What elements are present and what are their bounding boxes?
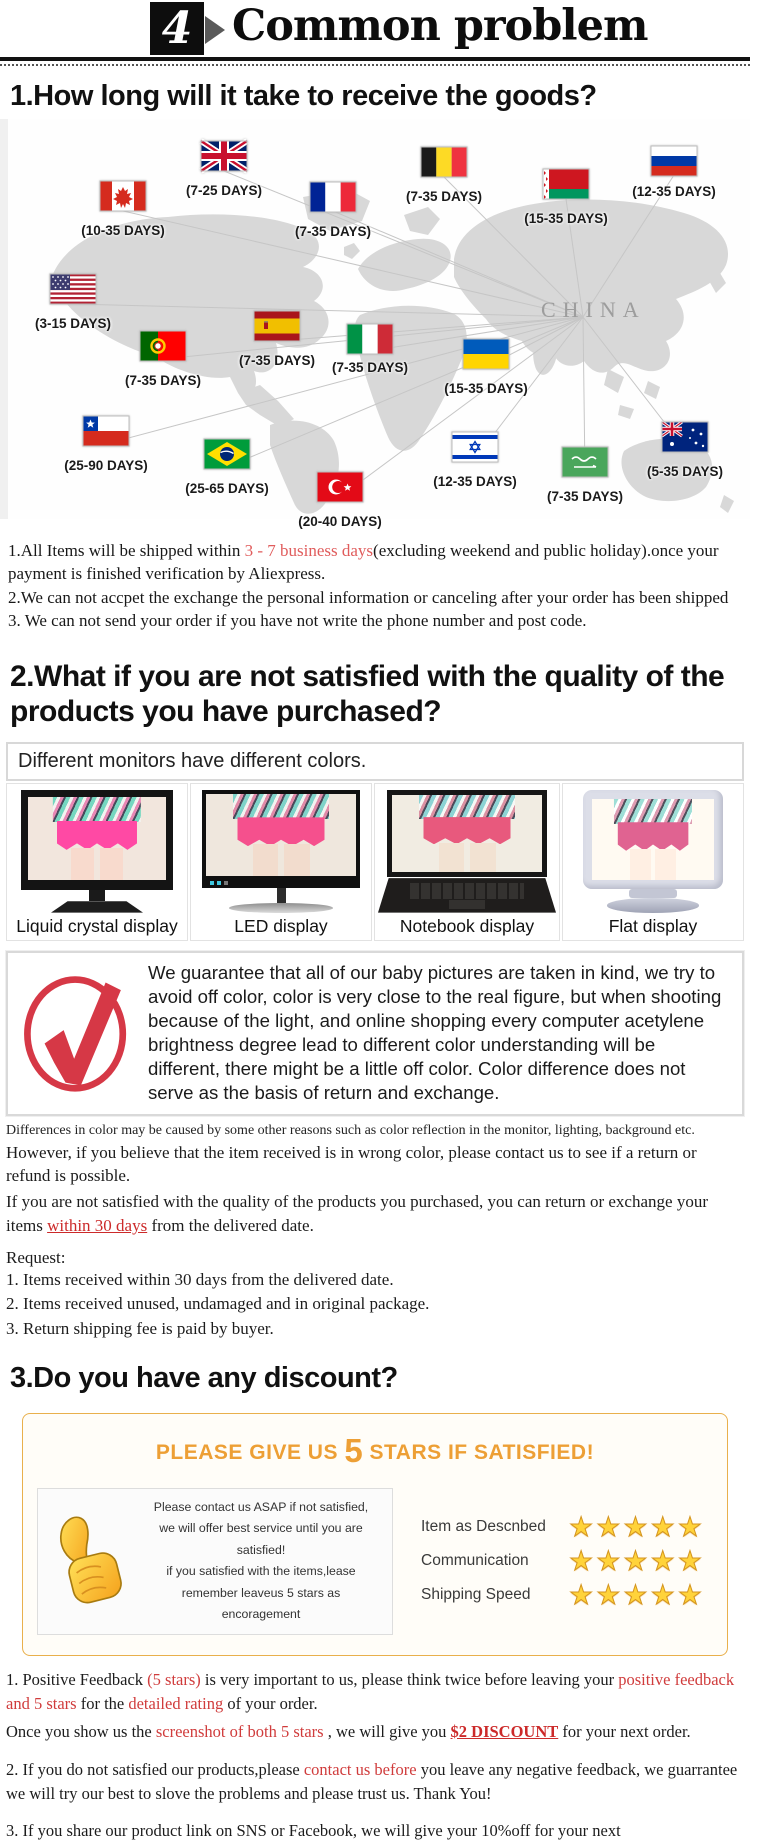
return-policy-paragraph: If you are not satisfied with the quality of the products you purchased, you can return or exchange your items within 30 days from the delivered date. — [6, 1192, 708, 1236]
monitor-cell-notebook — [374, 783, 560, 941]
footer-paragraph-3: 2. If you do not satisfied our products,please contact us before you leave any negative feedback, we guarrantee we will try our best to slove the problems and please trust us. Thank You! — [6, 1759, 738, 1803]
destination-portugal — [107, 331, 219, 388]
rating-row — [421, 1579, 713, 1611]
shipping-days-label: (12-35 DAYS) — [433, 474, 517, 489]
question-2-heading: 2.What if you are not satisfied with the quality of the products you have purchased? — [10, 659, 725, 729]
ukraine-flag-icon — [463, 339, 509, 369]
monitor-cell-lcd — [6, 783, 188, 941]
shipping-note-3: 3. We can not send your order if you have not write the phone number and post code. — [8, 611, 587, 631]
thumbs-up-panel — [37, 1488, 393, 1635]
destination-saudi-arabia — [529, 447, 641, 504]
footer-paragraph-4: 3. If you share our product link on SNS or Facebook, we will give your 10%off for your next — [6, 1821, 621, 1841]
destination-belarus — [510, 169, 622, 226]
destination-usa — [17, 274, 129, 331]
italy-flag-icon — [347, 324, 393, 354]
feedback-footer — [0, 1656, 750, 1844]
product-photo — [592, 799, 714, 880]
wrong-color-paragraph: However, if you believe that the item received is in wrong color, please contact us to see if a return or refund is possible. — [6, 1142, 697, 1186]
lcd-monitor-graphic — [21, 790, 173, 890]
france-flag-icon — [310, 182, 356, 212]
color-difference-note: Differences in color may be caused by some other reasons such as color reflection in the monitor, lighting, background etc. — [6, 1122, 695, 1138]
china-map-label: CHINA — [541, 297, 646, 322]
shipping-days-label: (3-15 DAYS) — [34, 316, 112, 331]
discount-banner-box — [22, 1413, 728, 1656]
destination-belgium — [388, 147, 500, 204]
destination-france — [277, 182, 389, 239]
section-number-badge — [150, 2, 204, 55]
shipping-days-label: (7-35 DAYS) — [238, 353, 316, 368]
five-star-rating-icon: ★★★★★ — [569, 1545, 706, 1577]
big-five: 5 — [344, 1431, 364, 1469]
discount-link[interactable]: $2 DISCOUNT — [450, 1721, 559, 1741]
destination-turkey — [284, 472, 396, 529]
request-item: 3. Return shipping fee is paid by buyer. — [6, 1319, 274, 1339]
australia-flag-icon — [662, 422, 708, 452]
destination-russia — [618, 146, 730, 199]
header-divider — [0, 57, 750, 61]
monitor-cell-led — [190, 783, 372, 941]
section-number: 4 — [161, 3, 193, 54]
rating-row — [421, 1545, 713, 1577]
shipping-days-label: (12-35 DAYS) — [632, 184, 716, 199]
highlight-business-days: 3 - 7 business days — [244, 541, 374, 560]
highlight-5-stars: (5 stars) — [147, 1669, 201, 1689]
shipping-note-2: 2.We can not accpet the exchange the personal information or canceling after your order has been shipped — [8, 587, 729, 607]
destination-israel — [419, 432, 531, 489]
destination-italy — [314, 324, 426, 375]
thumbs-up-text: Please contact us ASAP if not satisfied, we will offer best service until you are satisfied! if you satisfied with the items,lease remember leaveus 5 stars as encoragement — [153, 1499, 369, 1622]
belgium-flag-icon — [421, 147, 467, 177]
destination-uk — [168, 141, 280, 198]
highlight-positive-feedback: positive feedback and 5 stars — [6, 1669, 735, 1713]
five-stars-banner: PLEASE GIVE US 5 STARS IF SATISFIED! — [155, 1431, 595, 1469]
destination-brazil — [171, 439, 283, 496]
usa-flag-icon — [50, 274, 96, 304]
five-star-rating-icon: ★★★★★ — [569, 1579, 706, 1611]
portugal-flag-icon — [140, 331, 186, 361]
product-photo — [392, 795, 542, 873]
led-monitor-graphic — [202, 790, 360, 888]
shipping-days-label: (25-90 DAYS) — [64, 458, 148, 473]
israel-flag-icon — [452, 432, 498, 462]
thumbs-up-icon — [44, 1505, 136, 1617]
highlight-detailed-rating: detailed rating — [128, 1693, 224, 1713]
shipping-days-label: (15-35 DAYS) — [524, 211, 608, 226]
question-3-heading: 3.Do you have any discount? — [10, 1361, 398, 1394]
shipping-days-label: (7-35 DAYS) — [546, 489, 624, 504]
guarantee-text: We guarantee that all of our baby pictures are taken in kind, we try to avoid off color, color is very close to the real figure, but when shooting because of the light, and online shopping every computer acetylene brightness degree lead to different color understanding will be different, there might be a little off color. Color difference does not serve as the basis of return and exchange. — [148, 961, 722, 1104]
guarantee-box — [6, 951, 744, 1116]
monitor-comparison-row — [6, 783, 744, 941]
shipping-map — [0, 119, 750, 529]
shipping-notes — [0, 519, 750, 637]
destination-canada — [67, 181, 179, 238]
destination-chile — [50, 416, 162, 473]
turkey-flag-icon — [317, 472, 363, 502]
monitor-cell-flat — [562, 783, 744, 941]
rating-label: Item as Descnbed — [421, 1518, 546, 1536]
request-title: Request: — [6, 1247, 66, 1267]
monitor-label: LED display — [234, 915, 328, 936]
belarus-flag-icon — [543, 169, 589, 199]
checkmark-icon — [18, 971, 136, 1095]
canada-flag-icon — [100, 181, 146, 211]
page-header — [0, 0, 750, 57]
footer-paragraph-1: 1. Positive Feedback (5 stars) is very important to us, please think twice before leaving your positive feedback and 5 stars for the detailed rating of your order. — [6, 1669, 735, 1713]
highlight-screenshot: screenshot of both 5 stars — [155, 1721, 324, 1741]
shipping-days-label: (25-65 DAYS) — [185, 481, 269, 496]
shipping-days-label: (10-35 DAYS) — [81, 223, 165, 238]
rating-panel — [393, 1507, 713, 1616]
brazil-flag-icon — [204, 439, 250, 469]
destination-australia — [629, 422, 741, 479]
product-photo — [28, 797, 166, 880]
destination-ukraine — [430, 339, 542, 396]
chile-flag-icon — [83, 416, 129, 446]
shipping-days-label: (7-35 DAYS) — [124, 373, 202, 388]
question-1-heading: 1.How long will it take to receive the goods? — [10, 80, 597, 112]
uk-flag-icon — [201, 141, 247, 171]
monitor-label: Notebook display — [399, 915, 535, 936]
shipping-days-label: (7-25 DAYS) — [185, 183, 263, 198]
saudi-arabia-flag-icon — [562, 447, 608, 477]
product-photo — [206, 794, 356, 876]
five-star-rating-icon: ★★★★★ — [569, 1511, 706, 1543]
shipping-days-label: (7-35 DAYS) — [294, 224, 372, 239]
rating-row — [421, 1511, 713, 1543]
flat-display-graphic — [583, 790, 723, 889]
shipping-note-1: 1.All Items will be shipped within 3 - 7 business days(excluding weekend and public holiday).once your payment is finished verification by Aliexpress. — [8, 541, 719, 584]
shipping-days-label: (15-35 DAYS) — [444, 381, 528, 396]
shipping-days-label: (20-40 DAYS) — [298, 514, 382, 529]
highlight-within-30-days: within 30 days — [47, 1216, 148, 1236]
request-item: 1. Items received within 30 days from the delivered date. — [6, 1269, 394, 1289]
spain-flag-icon — [254, 311, 300, 341]
highlight-contact-us: contact us before — [303, 1759, 417, 1779]
shipping-days-label: (7-35 DAYS) — [405, 189, 483, 204]
shipping-days-label: (7-35 DAYS) — [331, 360, 409, 375]
page-title: Common problem — [232, 1, 648, 51]
shipping-days-label: (5-35 DAYS) — [646, 464, 724, 479]
rating-label: Communication — [421, 1552, 529, 1570]
monitor-label: Flat display — [608, 915, 698, 936]
monitors-note: Different monitors have different colors. — [6, 742, 744, 781]
notebook-graphic — [387, 790, 547, 878]
arrow-right-icon — [205, 16, 225, 44]
russia-flag-icon — [651, 146, 697, 176]
request-item: 2. Items received unused, undamaged and in original package. — [6, 1294, 430, 1314]
rating-label: Shipping Speed — [421, 1586, 531, 1604]
monitor-label: Liquid crystal display — [16, 915, 178, 936]
footer-paragraph-2: Once you show us the screenshot of both 5 stars , we will give you $2 DISCOUNT for your next order. — [6, 1721, 691, 1741]
